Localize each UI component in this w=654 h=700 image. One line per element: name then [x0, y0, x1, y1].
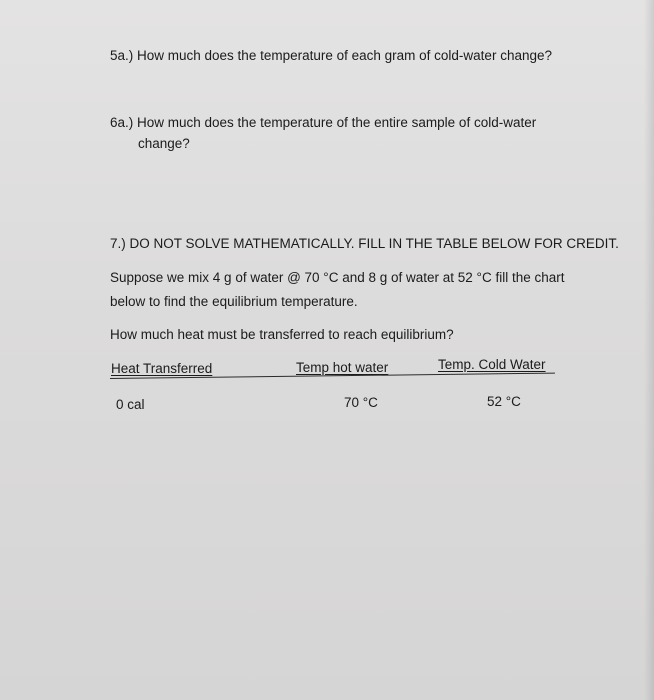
intro-line-2: below to find the equilibrium temperature. — [110, 294, 358, 309]
question-7-ask: How much heat must be transferred to reach equilibrium? — [110, 327, 454, 342]
cell-heat-transferred: 0 cal — [116, 397, 145, 412]
question-7-intro — [110, 266, 610, 314]
page-edge-shadow — [644, 0, 654, 700]
cell-temp-hot-water: 70 °C — [344, 395, 378, 410]
question-6a-line-2: change? — [138, 136, 190, 151]
header-temp-hot-water: Temp hot water — [296, 360, 389, 375]
question-6a-line-1: 6a.) How much does the temperature of the entire sample of cold-water — [110, 115, 537, 130]
cell-temp-cold-water: 52 °C — [487, 394, 521, 409]
header-heat-transferred: Heat Transferred — [111, 361, 213, 376]
question-7: 7.) DO NOT SOLVE MATHEMATICALLY. FILL IN THE TABLE BELOW FOR CREDIT. — [110, 236, 619, 251]
question-6a — [110, 112, 580, 154]
header-temp-cold-water: Temp. Cold Water — [438, 357, 546, 372]
question-5a: 5a.) How much does the temperature of each gram of cold-water change? — [110, 48, 552, 63]
intro-line-1: Suppose we mix 4 g of water @ 70 °C and 8 g of water at 52 °C fill the chart — [110, 270, 565, 285]
